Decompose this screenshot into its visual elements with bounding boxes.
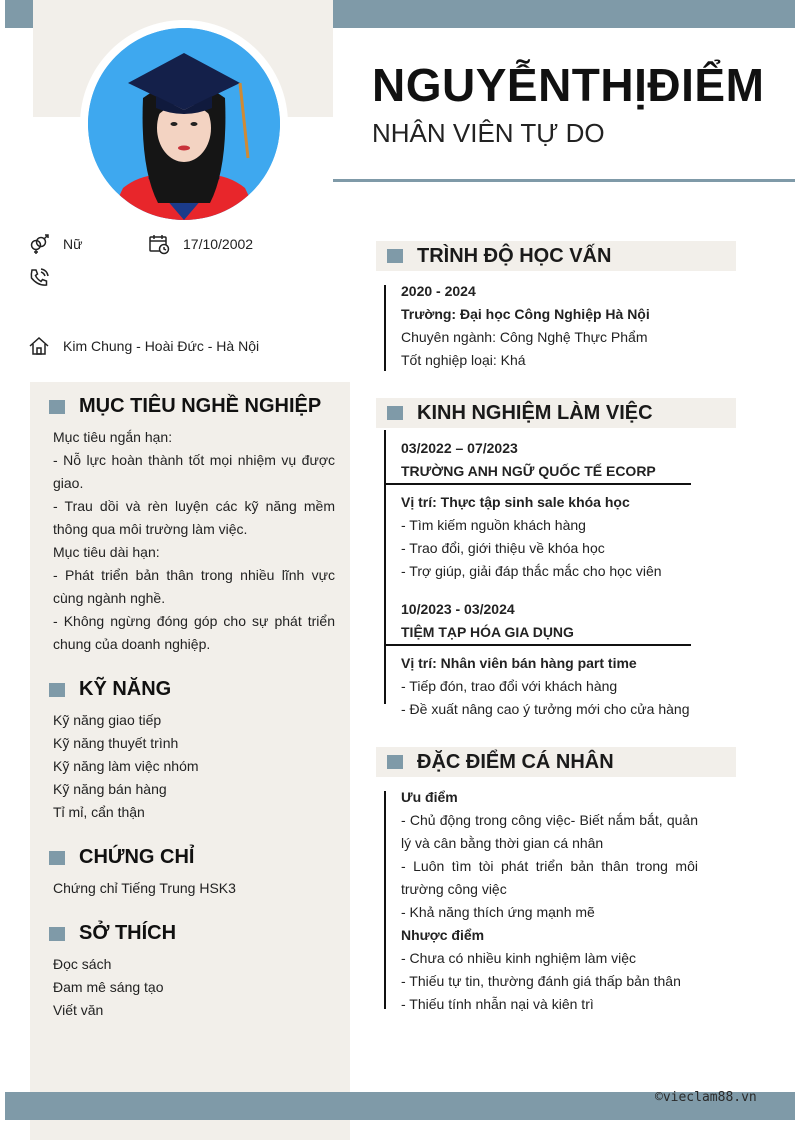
section-marker [49, 927, 65, 941]
certificates-heading: CHỨNG CHỈ [49, 846, 194, 869]
objective-text [53, 426, 335, 656]
objective-line: - Trau dồi và rèn luyện các kỹ năng mềm thông qua môi trường làm việc. [53, 498, 335, 537]
hobby-item: Đam mê sáng tạo [53, 979, 164, 995]
skills-heading: KỸ NĂNG [49, 678, 171, 701]
skill-item: Kỹ năng giao tiếp [53, 712, 162, 728]
experience-timeline [384, 430, 386, 704]
strength-item: - Khả năng thích ứng mạnh mẽ [401, 904, 595, 920]
phone-icon [28, 267, 50, 289]
education-school: Trường: Đại học Công Nghiệp Hà Nội [401, 306, 650, 322]
weaknesses-label: Nhược điểm [401, 927, 485, 943]
section-marker [49, 851, 65, 865]
job-period: 10/2023 - 03/2024 [401, 601, 515, 617]
job-company: TIỆM TẠP HÓA GIA DỤNG [401, 624, 574, 640]
objective-line: - Phát triển bản thân trong nhiều lĩnh vực cùng ngành nghề. [53, 567, 335, 606]
section-marker [387, 755, 403, 769]
job-task: - Trợ giúp, giải đáp thắc mắc cho học viên [401, 563, 662, 579]
hobby-item: Viết văn [53, 1002, 104, 1018]
phone-info [28, 267, 63, 289]
skill-item: Kỹ năng thuyết trình [53, 735, 179, 751]
education-major: Chuyên ngành: Công Nghệ Thực Phẩm [401, 329, 648, 345]
dob-info [148, 233, 253, 255]
objective-line: Mục tiêu ngắn hạn: [53, 429, 173, 445]
strengths-label: Ưu điểm [401, 789, 458, 805]
job-1-divider [386, 483, 691, 485]
profile-photo [88, 28, 280, 220]
address-value: Kim Chung - Hoài Đức - Hà Nội [63, 338, 260, 354]
personal-timeline [384, 791, 386, 1009]
job-task: - Tiếp đón, trao đổi với khách hàng [401, 678, 618, 694]
job-2-divider [386, 644, 691, 646]
skill-item: Kỹ năng bán hàng [53, 781, 167, 797]
watermark: ©vieclam88.vn [655, 1090, 757, 1105]
personal-details [401, 786, 698, 1016]
hobbies-heading: SỞ THÍCH [49, 922, 176, 945]
education-timeline [384, 285, 386, 371]
section-marker [49, 400, 65, 414]
certificate-item: Chứng chỉ Tiếng Trung HSK3 [53, 880, 236, 896]
weakness-item: - Thiếu tự tin, thường đánh giá thấp bản thân [401, 973, 681, 989]
objective-line: Mục tiêu dài hạn: [53, 544, 160, 560]
job-2-details [401, 652, 701, 721]
education-details [401, 280, 701, 372]
hobby-item: Đọc sách [53, 956, 112, 972]
experience-heading: KINH NGHIỆM LÀM VIỆC [376, 398, 736, 428]
gender-value: Nữ [63, 236, 83, 252]
job-1-header [401, 437, 701, 483]
gender-icon [28, 233, 50, 255]
education-grade: Tốt nghiệp loại: Khá [401, 352, 526, 368]
section-marker [49, 683, 65, 697]
job-task: - Đề xuất nâng cao ý tưởng mới cho cửa hàng [401, 701, 690, 717]
title-divider [333, 179, 795, 182]
job-task: - Trao đổi, giới thiệu về khóa học [401, 540, 605, 556]
objective-line: - Nỗ lực hoàn thành tốt mọi nhiệm vụ được giao. [53, 452, 335, 491]
strength-item: - Luôn tìm tòi phát triển bản thân trong môi trường công việc [401, 858, 698, 897]
job-company: TRƯỜNG ANH NGỮ QUỐC TẾ ECORP [401, 463, 656, 479]
home-icon [28, 335, 50, 357]
objective-heading: MỤC TIÊU NGHỀ NGHIỆP [49, 395, 321, 418]
skill-item: Tỉ mỉ, cẩn thận [53, 804, 145, 820]
job-task: - Tìm kiếm nguồn khách hàng [401, 517, 586, 533]
education-heading: TRÌNH ĐỘ HỌC VẤN [376, 241, 736, 271]
skill-item: Kỹ năng làm việc nhóm [53, 758, 199, 774]
address-info [28, 335, 259, 357]
dob-value: 17/10/2002 [183, 236, 254, 252]
skills-list [53, 709, 335, 824]
objective-line: - Không ngừng đóng góp cho sự phát triển chung của doanh nghiệp. [53, 613, 335, 652]
gender-info [28, 233, 82, 255]
job-position: Vị trí: Nhân viên bán hàng part time [401, 655, 637, 671]
job-2-header [401, 598, 701, 644]
weakness-item: - Chưa có nhiều kinh nghiệm làm việc [401, 950, 637, 966]
section-marker [387, 249, 403, 263]
strength-item: - Chủ động trong công việc- Biết nắm bắt, quản lý và cân bằng thời gian cá nhân [401, 812, 698, 851]
job-1-details [401, 491, 701, 583]
calendar-icon [148, 233, 170, 255]
job-period: 03/2022 – 07/2023 [401, 440, 518, 456]
education-period: 2020 - 2024 [401, 283, 476, 299]
hobbies-list [53, 953, 335, 1022]
section-marker [387, 406, 403, 420]
job-title: NHÂN VIÊN TỰ DO [372, 118, 605, 148]
certificates-list [53, 877, 335, 900]
weakness-item: - Thiếu tính nhẫn nại và kiên trì [401, 996, 594, 1012]
candidate-name: NGUYỄNTHỊĐIỂM [372, 59, 765, 111]
job-position: Vị trí: Thực tập sinh sale khóa học [401, 494, 630, 510]
personal-heading: ĐẶC ĐIỂM CÁ NHÂN [376, 747, 736, 777]
